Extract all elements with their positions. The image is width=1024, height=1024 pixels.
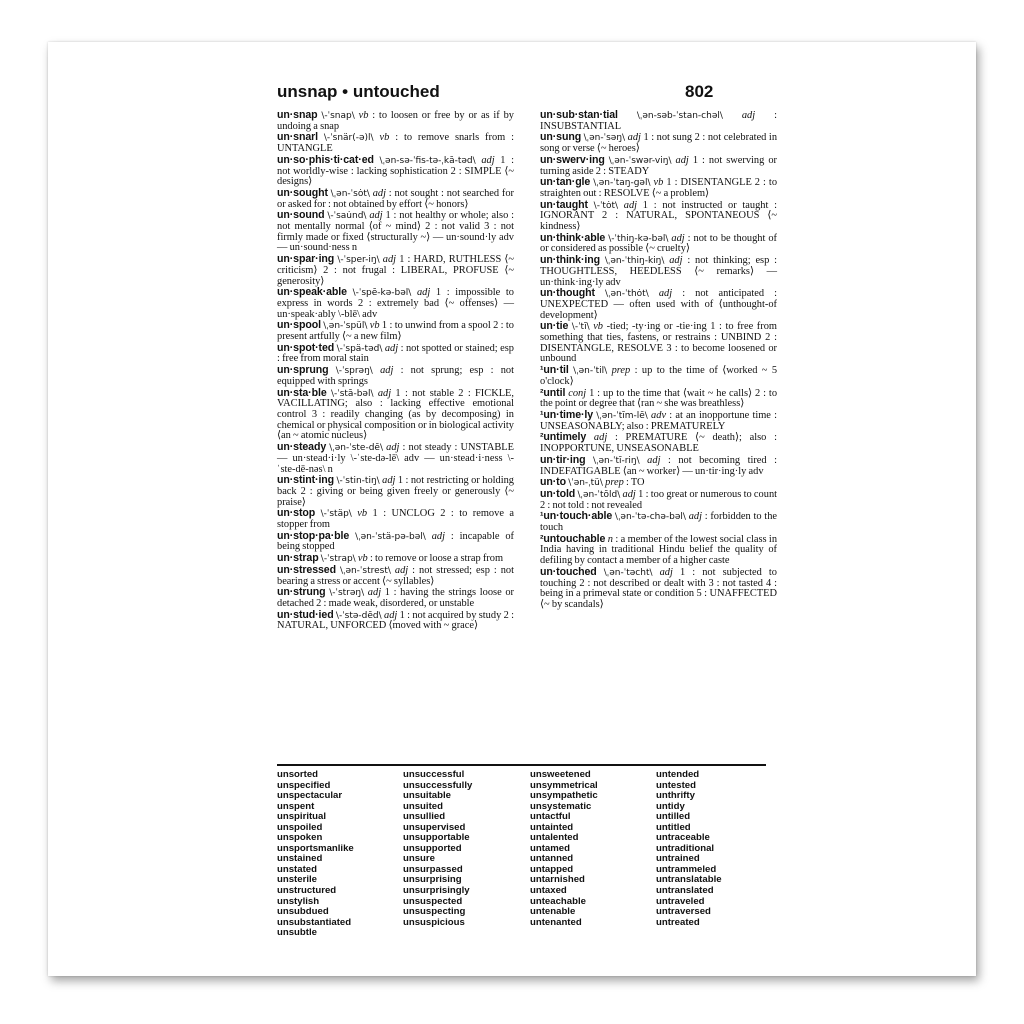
pronunciation: \ˌən-ˈspül\ [323, 321, 368, 332]
word-list-item: untilled [656, 811, 691, 823]
dictionary-entry [540, 455, 777, 477]
part-of-speech: adj [377, 387, 392, 399]
word-list-item: unsuspected [403, 895, 463, 907]
word-list-item: unsurprising [403, 874, 462, 886]
word-list-item: untenable [530, 906, 576, 918]
headword: ¹un·til [540, 364, 569, 377]
definition: 1 : not acquired by study 2 : NATURAL, UNFORCED ⟨moved with ~ grace⟩ [277, 609, 514, 632]
headword: un·tir·ing [540, 453, 586, 466]
part-of-speech: adj [384, 609, 398, 621]
word-list-item: untraversed [656, 906, 711, 918]
section-divider [277, 764, 766, 766]
headword: un·stop [277, 507, 316, 520]
part-of-speech: adj [431, 530, 445, 542]
pronunciation: \-ˈthiŋ-kə-bəl\ [608, 233, 669, 244]
part-of-speech: vb [369, 320, 380, 332]
part-of-speech: adj [688, 511, 702, 523]
word-list-item: untranslatable [656, 874, 722, 886]
part-of-speech: adj [394, 564, 409, 576]
dictionary-entry [540, 534, 777, 567]
headword: un·sta·ble [277, 386, 327, 399]
dictionary-entry [277, 210, 514, 254]
word-list-column-4 [656, 770, 781, 928]
pronunciation: \ˌən-ˈtī-riŋ\ [592, 455, 640, 466]
pronunciation: \ˌən-ˈtaŋ-gəl\ [593, 178, 651, 189]
definition: : not steady : UNSTABLE — un·stead·i·ly \-ˈste-də-lē\ adv — un·stead·i·ness \-ˈste-dē-nəs\ n [277, 442, 514, 475]
headword: un·to [540, 476, 566, 489]
pronunciation: \ˌən-ˈsȯt\ [330, 188, 370, 199]
word-list-item: untamed [530, 842, 570, 854]
word-list-item: unsurpassed [403, 863, 463, 875]
word-list-item: unsuited [403, 800, 443, 812]
headword: un·snap [277, 109, 318, 121]
dictionary-entry [277, 188, 514, 210]
word-list-item: unsportsmanlike [277, 842, 354, 854]
part-of-speech: adj [659, 566, 673, 578]
headword: un·stud·ied [277, 608, 334, 621]
word-list-column-2 [403, 770, 528, 928]
word-list-item: untaxed [530, 885, 567, 897]
headword: un·sought [277, 186, 328, 199]
pronunciation: \ˌən-ˈtīm-lē\ [596, 410, 648, 421]
headword: un·spar·ing [277, 253, 335, 266]
headword: un·steady [277, 441, 327, 454]
dictionary-entry [277, 132, 514, 154]
headword: un·so·phis·ti·cat·ed [277, 153, 374, 166]
dictionary-entry [277, 365, 514, 387]
word-list-item: unsystematic [530, 800, 592, 812]
word-list-item: untreated [656, 916, 700, 928]
dictionary-entry [540, 388, 777, 410]
word-list-item: unstated [277, 863, 317, 875]
headword: un·stressed [277, 563, 336, 576]
part-of-speech: adv [651, 409, 667, 421]
headword: un·think·able [540, 231, 606, 244]
definition: : forbidden to the touch [540, 511, 778, 534]
definition: : to remove or loose a strap from [369, 553, 504, 565]
part-of-speech: adj [623, 199, 638, 211]
dictionary-entry [540, 567, 777, 611]
word-list-item: unspiritual [277, 811, 327, 823]
pronunciation: \ˌən-ˈthiŋ-kiŋ\ [604, 256, 665, 267]
word-list-item: unsuitable [403, 790, 451, 802]
headword: un·thought [540, 287, 595, 300]
part-of-speech: adj [382, 254, 397, 266]
headword: un·strung [277, 586, 326, 599]
headword: un·taught [540, 198, 588, 211]
pronunciation: \-ˈsper-iŋ\ [337, 255, 380, 266]
headword: un·touched [540, 565, 597, 578]
headword: un·stop·pa·ble [277, 529, 350, 542]
word-list-item: unsuccessful [403, 769, 465, 780]
word-list-item: untraditional [656, 842, 715, 854]
part-of-speech: vb [357, 553, 368, 565]
headword: un·think·ing [540, 254, 600, 267]
pronunciation: \-ˈstrəŋ\ [329, 588, 365, 599]
part-of-speech: adj [369, 210, 383, 222]
part-of-speech: adj [658, 288, 673, 300]
word-list-item: untalented [530, 832, 579, 844]
dictionary-entry [540, 511, 777, 533]
pronunciation: \ˈən-ˌtü\ [568, 478, 603, 489]
pronunciation: \ˌən-ˈswər-viŋ\ [608, 155, 672, 166]
definition: : incapable of being stopped [277, 530, 514, 553]
pronunciation: \ˌən-ˈsəŋ\ [583, 133, 626, 144]
dictionary-entry [277, 388, 514, 443]
dictionary-entry [277, 442, 514, 475]
word-list-item: unthrifty [656, 790, 695, 802]
definition: -tied; -ty·ing or -tie·ing 1 : to free from something that ties, fastens, or restrains : UNBIND 2 : DISENTANGLE, RESOLVE 3 : to become loosened or unbound [540, 321, 777, 365]
part-of-speech: adj [675, 154, 689, 166]
word-list-item: unsullied [403, 811, 446, 823]
pronunciation: \ˌən-ˈtəcht\ [603, 567, 653, 578]
headword: ¹un·time·ly [540, 408, 594, 421]
word-list-item: untenanted [530, 916, 582, 928]
definition: 1 : too great or numerous to count 2 : not told : not revealed [540, 488, 778, 511]
part-of-speech: adj [382, 475, 396, 487]
definition: 1 : not instructed or taught : IGNORANT 2 : NATURAL, SPONTANEOUS ⟨~ kindness⟩ [540, 199, 777, 233]
headword: un·sound [277, 209, 325, 222]
word-list-item: untanned [530, 853, 574, 865]
word-list-item: unstained [277, 853, 323, 865]
part-of-speech: conj [568, 387, 587, 399]
dictionary-entry [277, 287, 514, 320]
pronunciation: \-ˈstā-bəl\ [330, 388, 374, 399]
word-list-item: unteachable [530, 895, 586, 907]
word-list-item: unsubdued [277, 906, 329, 918]
definition: : to loosen or free by or as if by undoing a snap [277, 110, 514, 132]
definition: : not becoming tired : INDEFATIGABLE ⟨an ~ worker⟩ — un·tir·ing·ly adv [540, 454, 777, 477]
word-list-item: unsweetened [530, 769, 591, 780]
word-list-item: untainted [530, 821, 574, 833]
dictionary-entry [277, 254, 514, 287]
part-of-speech: adj [647, 454, 661, 466]
pronunciation: \ˌən-ˈtōld\ [577, 489, 621, 500]
pronunciation: \ˌən-ˈstä-pə-bəl\ [355, 531, 426, 542]
definition: 1 : impossible to express in words 2 : extremely bad ⟨~ offenses⟩ — un·speak·ably \-blē\ adv [277, 287, 514, 320]
pronunciation: \-ˈstin-tiŋ\ [336, 476, 380, 487]
word-list-item: untactful [530, 811, 571, 823]
entries-column-right [540, 110, 777, 611]
part-of-speech: adj [372, 187, 386, 199]
definition: 1 : DISENTANGLE 2 : to straighten out : RESOLVE ⟨~ a problem⟩ [540, 177, 778, 199]
part-of-speech: adj [627, 132, 641, 144]
definition: : not stressed; esp : not bearing a stress or accent ⟨~ syllables⟩ [277, 564, 515, 587]
word-list-column-3 [530, 770, 655, 928]
definition: 1 : not subjected to touching 2 : not described or dealt with 3 : not tasted 4 : being in a primeval state or condition 5 : UNAFFECTED ⟨~ by scandals⟩ [540, 566, 778, 610]
word-list-item: unspent [277, 800, 315, 812]
definition: 1 : not restricting or holding back 2 : giving or being given freely or generously ⟨~ praise⟩ [277, 475, 515, 508]
dictionary-entry [540, 477, 777, 489]
word-list-item: unstructured [277, 885, 337, 897]
page-header [277, 80, 766, 104]
dictionary-entry [277, 610, 514, 632]
pronunciation: \ˌən-sə-ˈfis-tə-ˌkā-təd\ [379, 155, 476, 166]
word-list-item: untidy [656, 800, 685, 812]
part-of-speech: adj [622, 488, 636, 500]
pronunciation: \ˌən-səb-ˈstan-chəl\ [636, 111, 723, 121]
word-list-item: unsuspicious [403, 916, 465, 928]
part-of-speech: adj [741, 110, 756, 121]
pronunciation: \-ˈstäp\ [320, 509, 352, 520]
pronunciation: \ˌən-ˈtə-chə-bəl\ [614, 512, 686, 523]
word-list-item: unsupported [403, 842, 462, 854]
headword: un·snarl [277, 131, 318, 144]
headword: un·sung [540, 131, 582, 144]
entries-column-left [277, 110, 514, 632]
definition: : up to the time of ⟨worked ~ 5 o'clock⟩ [540, 365, 778, 387]
dictionary-entry [277, 343, 514, 365]
dictionary-entry [277, 508, 514, 530]
word-list-item: unsympathetic [530, 790, 598, 802]
headword: un·sprung [277, 364, 329, 377]
headword: ²until [540, 386, 566, 399]
word-list-item: unsymmetrical [530, 779, 598, 791]
word-list-item: untranslated [656, 885, 714, 897]
pronunciation: \-ˈsprəŋ\ [335, 366, 373, 377]
headword: un·sub·stan·tial [540, 109, 618, 121]
part-of-speech: adj [593, 432, 608, 444]
definition: : PREMATURE ⟨~ death⟩; also : INOPPORTUNE, UNSEASONABLE [540, 432, 777, 455]
pronunciation: \ˌən-ˈtil\ [573, 366, 608, 377]
dictionary-entry [540, 489, 777, 511]
word-list-item: unsure [403, 853, 435, 865]
dictionary-entry [277, 320, 514, 342]
headword: un·told [540, 487, 576, 500]
headword: un·swerv·ing [540, 153, 605, 166]
word-list-item: untrammeled [656, 863, 717, 875]
part-of-speech: prep [611, 365, 631, 377]
word-list-item: untitled [656, 821, 691, 833]
word-list-item: untarnished [530, 874, 585, 886]
definition: 1 : UNCLOG 2 : to remove a stopper from [277, 508, 514, 531]
pronunciation: \ˌən-ˈthȯt\ [604, 289, 649, 300]
part-of-speech: adj [384, 342, 399, 354]
definition: 1 : not healthy or whole; also : not mentally normal ⟨of ~ mind⟩ 2 : not valid 3 : not firmly made or fixed ⟨structurally ~⟩ — un·sound·ly adv — un·sound·ness n [277, 210, 515, 254]
word-list-item: unsuccessfully [403, 779, 473, 791]
part-of-speech: adj [416, 287, 431, 299]
pronunciation: \-ˈtī\ [571, 322, 590, 333]
dictionary-entry [277, 587, 514, 609]
headword: ²untouchable [540, 532, 606, 545]
definition: : not spotted or stained; esp : free from moral stain [277, 342, 515, 365]
word-list-item: unsterile [277, 874, 317, 886]
definition: : to remove snarls from : UNTANGLE [277, 132, 515, 155]
headword: un·spot·ted [277, 341, 335, 354]
definition: 1 : HARD, RUTHLESS ⟨~ criticism⟩ 2 : not frugal : LIBERAL, PROFUSE ⟨~ generosity⟩ [277, 254, 515, 287]
definition: : a member of the lowest social class in India having in traditional Hindu belief the quality of defiling by contact a member of a higher caste [540, 533, 778, 567]
part-of-speech: adj [671, 232, 685, 244]
pronunciation: \-ˈsnär(-ə)l\ [323, 133, 374, 144]
pronunciation: \-ˈsau̇nd\ [327, 211, 367, 222]
word-list-item: unspectacular [277, 790, 343, 802]
definition: : not anticipated : UNEXPECTED — often used with of ⟨unthought-of development⟩ [540, 288, 778, 321]
word-list-item: unsorted [277, 769, 319, 780]
pronunciation: \-ˈtȯt\ [593, 200, 619, 211]
pronunciation: \-ˈspä-təd\ [336, 343, 383, 354]
word-list-item: unsubstantiated [277, 916, 352, 928]
definition: 1 : to unwind from a spool 2 : to present artfully ⟨~ a new film⟩ [277, 320, 514, 343]
dictionary-entry [277, 531, 514, 553]
dictionary-entry [277, 155, 514, 188]
definition: 1 : not swerving or turning aside 2 : STEADY [540, 154, 777, 177]
definition: : not thinking; esp : THOUGHTLESS, HEEDLESS ⟨~ remarks⟩ — un·think·ing·ly adv [540, 255, 777, 288]
dictionary-page [277, 80, 778, 940]
part-of-speech: vb [593, 321, 603, 333]
definition: 1 : not worldly-wise : lacking sophistication 2 : SIMPLE ⟨~ designs⟩ [277, 154, 514, 188]
word-list-item: unsubtle [277, 927, 317, 939]
headword: un·spool [277, 319, 321, 332]
part-of-speech: vb [357, 508, 368, 520]
dictionary-entry [540, 200, 777, 233]
headword: ¹un·touch·able [540, 510, 613, 523]
word-list-item: untraceable [656, 832, 710, 844]
word-list-item: unsurprisingly [403, 885, 470, 897]
page-number: 802 [685, 82, 714, 101]
definition: : TO [626, 477, 645, 489]
definition: : not to be thought of or considered as possible ⟨~ cruelty⟩ [540, 232, 778, 255]
word-list-item: unsuspecting [403, 906, 466, 918]
word-list-item: untapped [530, 863, 574, 875]
part-of-speech: vb [358, 110, 369, 121]
dictionary-entry [277, 475, 514, 508]
word-list-item: unsupervised [403, 821, 466, 833]
word-list-item: untested [656, 779, 696, 791]
dictionary-entry [540, 255, 777, 288]
definition: 1 : not sung 2 : not celebrated in song or verse ⟨~ heroes⟩ [540, 132, 778, 155]
part-of-speech: n [607, 533, 613, 545]
part-of-speech: adj [669, 255, 683, 267]
word-list-item: unstylish [277, 895, 320, 907]
dictionary-entry [540, 155, 777, 177]
word-list-item: untrained [656, 853, 700, 865]
definition: 1 : up to the time that ⟨wait ~ he calls⟩ 2 : to the point or degree that ⟨ran ~ she was breathless⟩ [540, 387, 778, 410]
pronunciation: \-ˈstə-dēd\ [335, 610, 382, 621]
pronunciation: \-ˈsnap\ [321, 111, 355, 121]
word-list-item: unspoiled [277, 821, 323, 833]
part-of-speech: vb [379, 132, 390, 144]
dictionary-entry [540, 132, 777, 154]
headword: un·speak·able [277, 286, 347, 299]
word-list-item: unsupportable [403, 832, 470, 844]
headword: un·tie [540, 320, 569, 333]
headword: un·stint·ing [277, 474, 335, 487]
definition: : at an inopportune time : UNSEASONABLY; also : PREMATURELY [540, 409, 778, 432]
part-of-speech: adj [386, 442, 400, 454]
word-list-item: unspecified [277, 779, 331, 791]
definition: : not sprung; esp : not equipped with springs [277, 365, 514, 387]
word-list-column-1 [277, 770, 402, 939]
dictionary-entry [540, 321, 777, 365]
pronunciation: \-ˈspē-kə-bəl\ [352, 288, 412, 299]
dictionary-entry [277, 565, 514, 587]
definition: 1 : not stable 2 : FICKLE, VACILLATING; also : lacking effective emotional control 3 : readily changing (as by decomposing) in chemical or physical composition or in biological activity ⟨an ~ atomic nucleus⟩ [277, 387, 514, 442]
dictionary-entry [540, 233, 777, 255]
part-of-speech: adj [367, 587, 382, 599]
definition: : INSUBSTANTIAL [540, 110, 777, 132]
headword: un·tan·gle [540, 176, 591, 189]
dictionary-entry [540, 365, 777, 387]
pronunciation: \ˌən-ˈste-dē\ [329, 443, 384, 454]
dictionary-entry [540, 288, 777, 321]
pronunciation: \ˌən-ˈstrest\ [339, 565, 391, 576]
dictionary-entry [540, 110, 777, 132]
headword: ²untimely [540, 431, 587, 444]
pronunciation: \-ˈstrap\ [320, 554, 356, 565]
headword: un·strap [277, 552, 319, 565]
dictionary-entry [277, 110, 514, 132]
word-list-item: untraveled [656, 895, 705, 907]
word-list-item: unspoken [277, 832, 323, 844]
definition: : not sought : not searched for or asked for : not obtained by effort ⟨~ honors⟩ [277, 187, 515, 210]
definition: 1 : having the strings loose or detached 2 : made weak, disordered, or unstable [277, 587, 514, 609]
dictionary-entry [540, 410, 777, 432]
word-list-item: untended [656, 769, 700, 780]
part-of-speech: adj [481, 154, 495, 166]
guide-words: unsnap • untouched [277, 82, 440, 101]
part-of-speech: prep [605, 477, 624, 489]
dictionary-entry [540, 432, 777, 454]
part-of-speech: adj [380, 365, 394, 377]
dictionary-entry [540, 177, 777, 199]
part-of-speech: vb [653, 177, 664, 189]
